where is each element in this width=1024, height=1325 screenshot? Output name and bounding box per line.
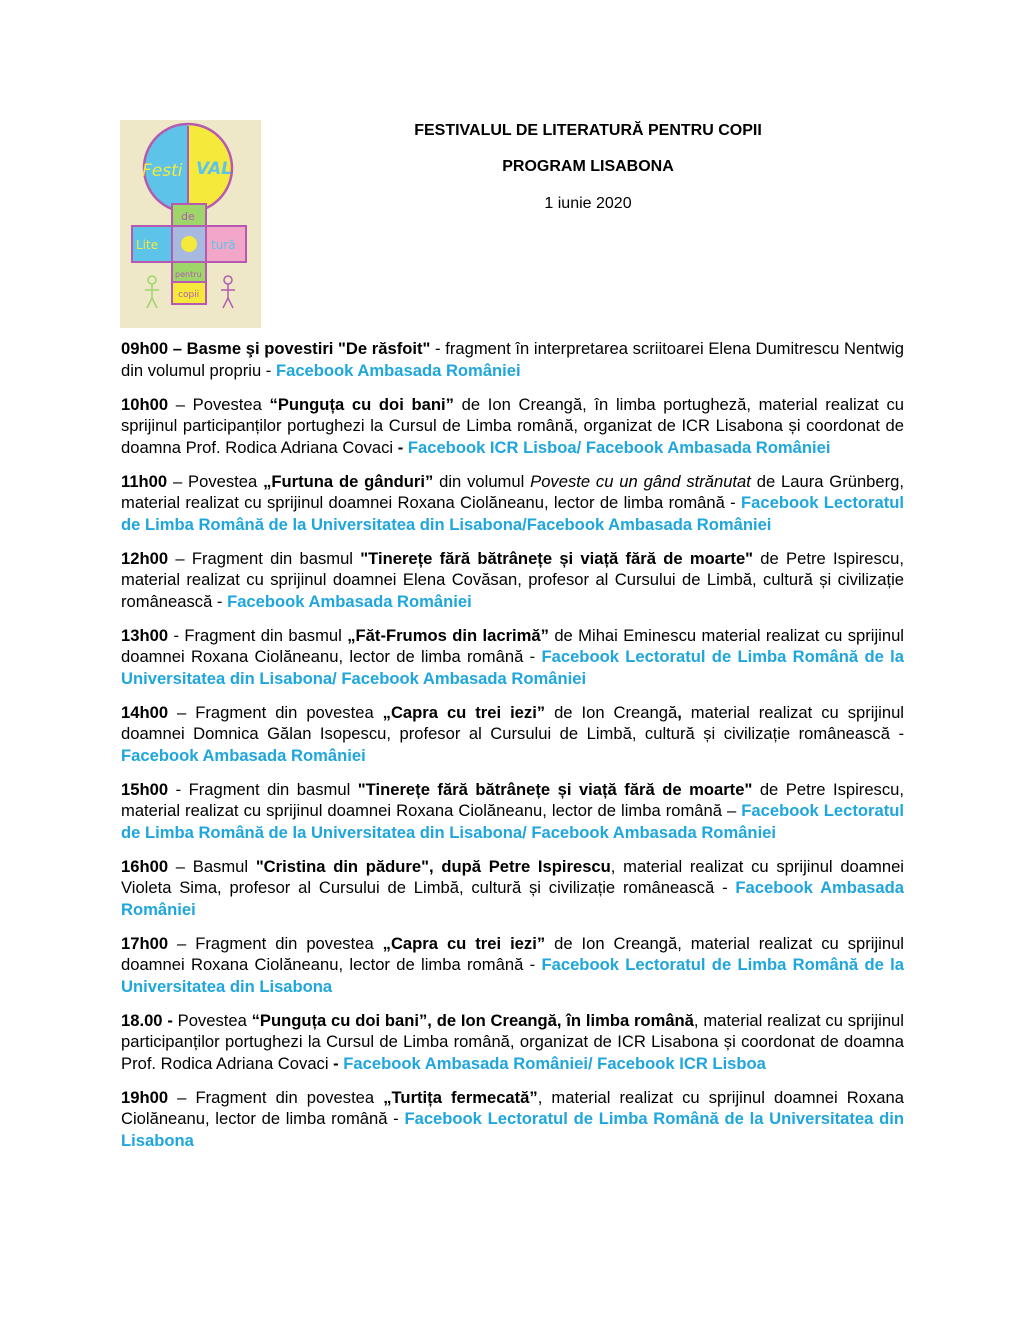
program-entry: [121, 1087, 904, 1152]
facebook-link[interactable]: Facebook Lectoratul de Limba Română de la Universitatea din Lisabona/ Facebook Ambasada României: [121, 801, 904, 842]
svg-text:copii: copii: [178, 290, 200, 300]
entry-text: -: [333, 1053, 339, 1073]
svg-text:de: de: [181, 210, 195, 223]
program-entry: [121, 548, 904, 613]
facebook-link[interactable]: Facebook Lectoratul de Limba Română de la Universitatea din Lisabona: [121, 1109, 904, 1150]
facebook-link[interactable]: Facebook Ambasada României: [121, 878, 904, 919]
entry-text: , material realizat cu sprijinul participanților portughezi la Cursul de Limba română, organizat de ICR Lisabona și coordonat de doamna Prof. Rodica Adriana Covaci: [121, 1010, 904, 1073]
entry-text: – Fragment din povestea: [168, 933, 383, 953]
program-entry: [121, 471, 904, 536]
facebook-link[interactable]: Facebook ICR Lisboa/ Facebook Ambasada României: [407, 437, 831, 457]
entry-text: din volumul: [433, 471, 531, 491]
facebook-link[interactable]: Facebook Ambasada României: [227, 591, 472, 611]
facebook-link[interactable]: Facebook Lectoratul de Limba Română de la Universitatea din Lisabona: [121, 955, 904, 996]
entry-text: 10h00: [121, 394, 169, 414]
program-entry: [121, 625, 904, 690]
page-date: 1 iunie 2020: [544, 195, 632, 212]
entry-text: „Capra cu trei iezi”: [382, 702, 546, 722]
entry-text: 17h00: [121, 933, 169, 953]
facebook-link[interactable]: Facebook Lectoratul de Limba Română de la Universitatea din Lisabona/ Facebook Ambasada României: [121, 647, 904, 688]
entry-text: – Fragment din povestea: [168, 702, 383, 722]
program-entry: [121, 856, 904, 921]
entry-text: „Făt-Frumos din lacrimă”: [347, 625, 549, 645]
entry-text: -: [397, 437, 408, 457]
entry-text: „Capra cu trei iezi”: [382, 933, 546, 953]
entry-text: , material realizat cu sprijinul doamnei Roxana Ciolăneanu, lector de limba română -: [121, 1087, 904, 1128]
entry-text: 19h00: [121, 1087, 169, 1107]
program-entry: [121, 702, 904, 767]
entry-text: "Cristina din pădure", după Petre Ispirescu: [255, 856, 611, 876]
svg-text:Festi: Festi: [142, 161, 183, 181]
entry-text: "Tinerețe fără bătrânețe și viață fără de moarte": [357, 779, 753, 799]
program-entry: [121, 779, 904, 844]
svg-text:VAL: VAL: [196, 159, 232, 179]
svg-text:tură: tură: [211, 238, 236, 252]
entry-text: de Laura Grünberg, material realizat cu sprijinul doamnei Roxana Ciolăneanu, lector de limba română -: [121, 471, 905, 512]
entry-text: de Petre Ispirescu, material realizat cu sprijinul doamnei Elena Covăsan, profesor al Cursului de Limbă, cultură și civilizație românească -: [121, 548, 904, 611]
entry-text: 16h00: [121, 856, 169, 876]
festival-logo: [120, 120, 261, 328]
entry-text: 11h00: [121, 471, 168, 491]
program-entry: [121, 1010, 904, 1075]
svg-text:pentru: pentru: [175, 270, 202, 279]
entry-text: – Povestea: [168, 394, 270, 414]
program-entry: [121, 394, 904, 459]
entry-text: - Fragment din basmul: [168, 625, 348, 645]
entry-text: de Ion Creangă, material realizat cu sprijinul doamnei Roxana Ciolăneanu, lector de limba română -: [121, 933, 904, 974]
entry-text: de Petre Ispirescu, material realizat cu sprijinul doamnei Roxana Ciolăneanu, lector de limba română –: [121, 779, 904, 820]
entry-text: Poveste cu un gând strănutat: [530, 471, 751, 491]
entry-text: 13h00: [121, 625, 169, 645]
entry-text: – Fragment din povestea: [168, 1087, 384, 1107]
entry-text: - Fragment din basmul: [168, 779, 358, 799]
entry-text: – Fragment din basmul: [168, 548, 361, 568]
program-entry: [121, 933, 904, 998]
entry-text: 15h00: [121, 779, 169, 799]
entry-text: material realizat cu sprijinul doamnei Domnica Gălan Isopescu, profesor al Cursului de Limbă, cultură și civilizație românească -: [121, 702, 904, 743]
entry-text: de Mihai Eminescu material realizat cu sprijinul doamnei Roxana Ciolăneanu, lector de limba română -: [121, 625, 904, 666]
entry-text: – Basmul: [168, 856, 256, 876]
entry-text: , material realizat cu sprijinul doamnei Violeta Sima, profesor al Cursului de Limbă, cultură și civilizație românească -: [121, 856, 904, 897]
facebook-link[interactable]: Facebook Ambasada României: [275, 360, 521, 380]
entry-text: de Ion Creangă: [545, 702, 678, 722]
festival-logo-icon: [120, 120, 261, 328]
entry-text: de Ion Creangă, în limba portugheză, material realizat cu sprijinul participanților portughezi la Cursul de Limba română, organizat de ICR Lisabona și coordonat de doamna Prof. Rodica Adriana Covaci: [121, 394, 905, 457]
facebook-link[interactable]: Facebook Ambasada României: [121, 745, 366, 765]
entry-text: ,: [677, 702, 682, 722]
entry-text: Povestea: [172, 1010, 252, 1030]
page-title: FESTIVALUL DE LITERATURĂ PENTRU COPII: [414, 122, 762, 139]
entry-text: – Povestea: [167, 471, 264, 491]
program-entry: [121, 338, 904, 381]
program-list: [121, 338, 904, 1164]
entry-text: 14h00: [121, 702, 169, 722]
entry-text: “Punguța cu doi bani”, de Ion Creangă, în limba română: [251, 1010, 694, 1030]
entry-text: 12h00: [121, 548, 169, 568]
entry-text: "Tinerețe fără bătrânețe și viață fără de moarte": [360, 548, 754, 568]
facebook-link[interactable]: Facebook Lectoratul de Limba Română de la Universitatea din Lisabona/Facebook Ambasada României: [121, 493, 904, 534]
page-subtitle: PROGRAM LISABONA: [502, 158, 674, 175]
entry-text: - fragment în interpretarea scriitoarei Elena Dumitrescu Nentwig din volumul propriu -: [121, 339, 904, 380]
entry-text: “Punguța cu doi bani”: [269, 394, 454, 414]
svg-text:Lite: Lite: [136, 238, 159, 252]
facebook-link[interactable]: Facebook Ambasada României/ Facebook ICR Lisboa: [338, 1053, 766, 1073]
entry-text: 09h00 – Basme şi povestiri "De răsfoit": [121, 339, 431, 358]
entry-text: 18.00 -: [121, 1010, 173, 1030]
entry-text: „Furtuna de gânduri”: [263, 471, 434, 491]
entry-text: „Turtița fermecată”: [383, 1087, 538, 1107]
